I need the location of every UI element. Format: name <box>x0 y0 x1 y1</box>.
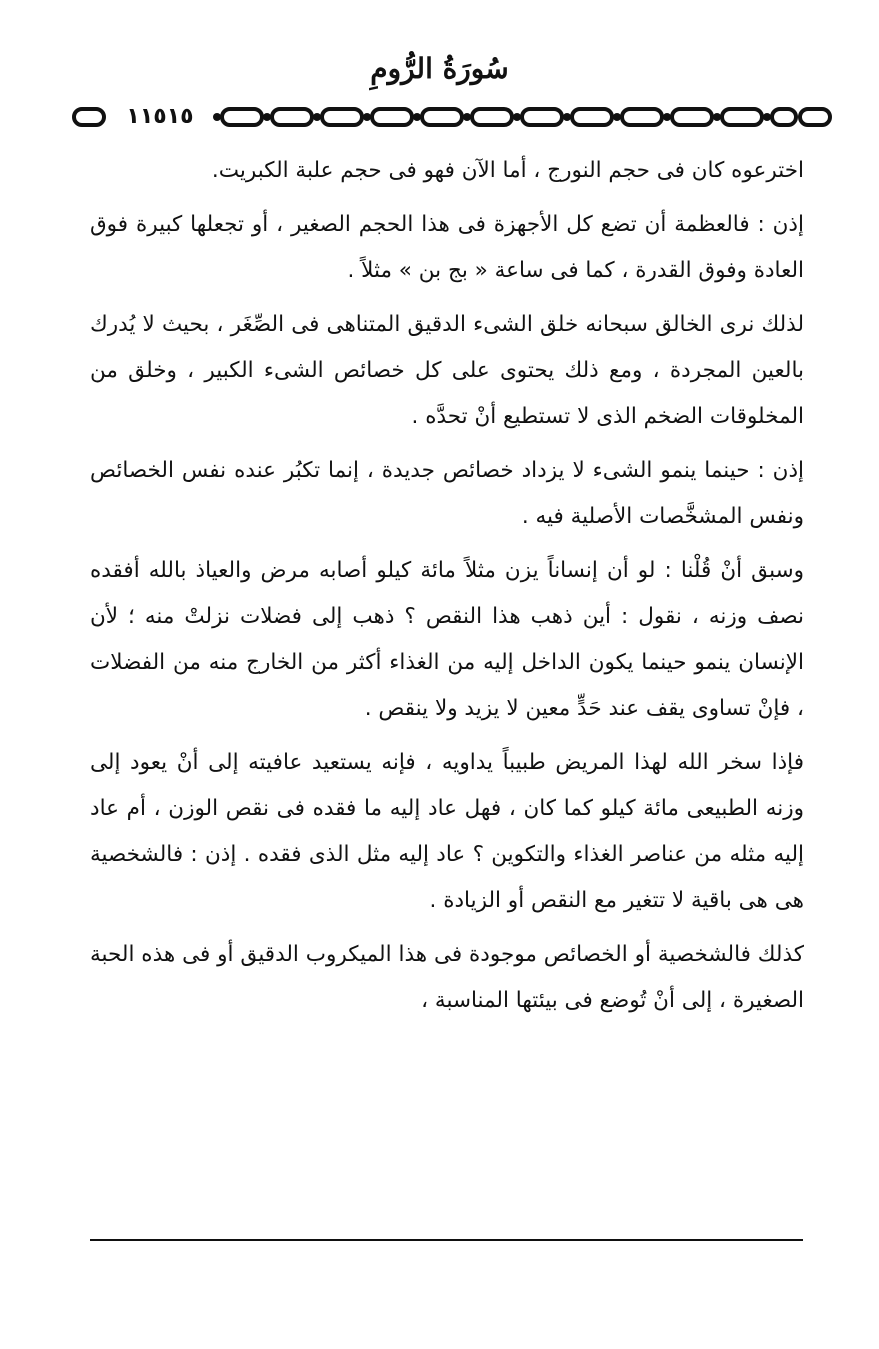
paragraph: إذن : فالعظمة أن تضع كل الأجهزة فى هذا الحجم الصغير ، أو تجعلها كبيرة فوق العادة وفوق القدرة ، كما فى ساعة « بج بن » مثلاً . <box>90 212 804 283</box>
paragraph: اخترعوه كان فى حجم النورج ، أما الآن فهو فى حجم علبة الكبريت. <box>211 158 804 183</box>
paragraph: فإذا سخر الله لهذا المريض طبيباً يداويه ، فإنه يستعيد عافيته إلى أنْ يعود إلى وزنه الطبيعى مائة كيلو كما كان ، فهل عاد إليه ما فقده فى نقص الوزن ، أم عاد إليه مثله من عناصر الغذاء والتكوين ؟ عاد إليه مثل الذى فقده . إذن : فالشخصية هى هى باقية لا تتغير مع النقص أو الزيادة . <box>90 750 804 913</box>
paragraph: إذن : حينما ينمو الشىء لا يزداد خصائص جديدة ، إنما تكبُر عنده نفس الخصائص ونفس المشخَّصات الأصلية فيه . <box>90 458 804 529</box>
body-text <box>90 148 804 1032</box>
page-number: ١١٥١٥ <box>110 104 210 130</box>
sura-title: سُورَةُ الرُّومِ <box>370 52 509 85</box>
bottom-rule <box>90 1239 803 1241</box>
paragraph: وسبق أنْ قُلْنا : لو أن إنساناً يزن مثلاً مائة كيلو أصابه مرض والعياذ بالله أفقده نصف وزنه ، نقول : أين ذهب هذا النقص ؟ ذهب إلى فضلات نزلتْ منه ؛ لأن الإنسان ينمو حينما يكون الداخل إليه من الغذاء أكثر من الخارج منه من الفضلات ، فإنْ تساوى يقف عند حَدٍّ معين لا يزيد ولا ينقص . <box>90 558 804 721</box>
paragraph: كذلك فالشخصية أو الخصائص موجودة فى هذا الميكروب الدقيق أو فى هذه الحبة الصغيرة ، إلى أنْ تُوضع فى بيئتها المناسبة ، <box>90 942 804 1013</box>
paragraph: لذلك نرى الخالق سبحانه خلق الشىء الدقيق المتناهى فى الصِّغَر ، بحيث لا يُدرك بالعين المجردة ، ومع ذلك يحتوى على كل خصائص الشىء الكبير ، وخلق من المخلوقات الضخم الذى لا تستطيع أنْ تحدَّه . <box>90 312 804 429</box>
